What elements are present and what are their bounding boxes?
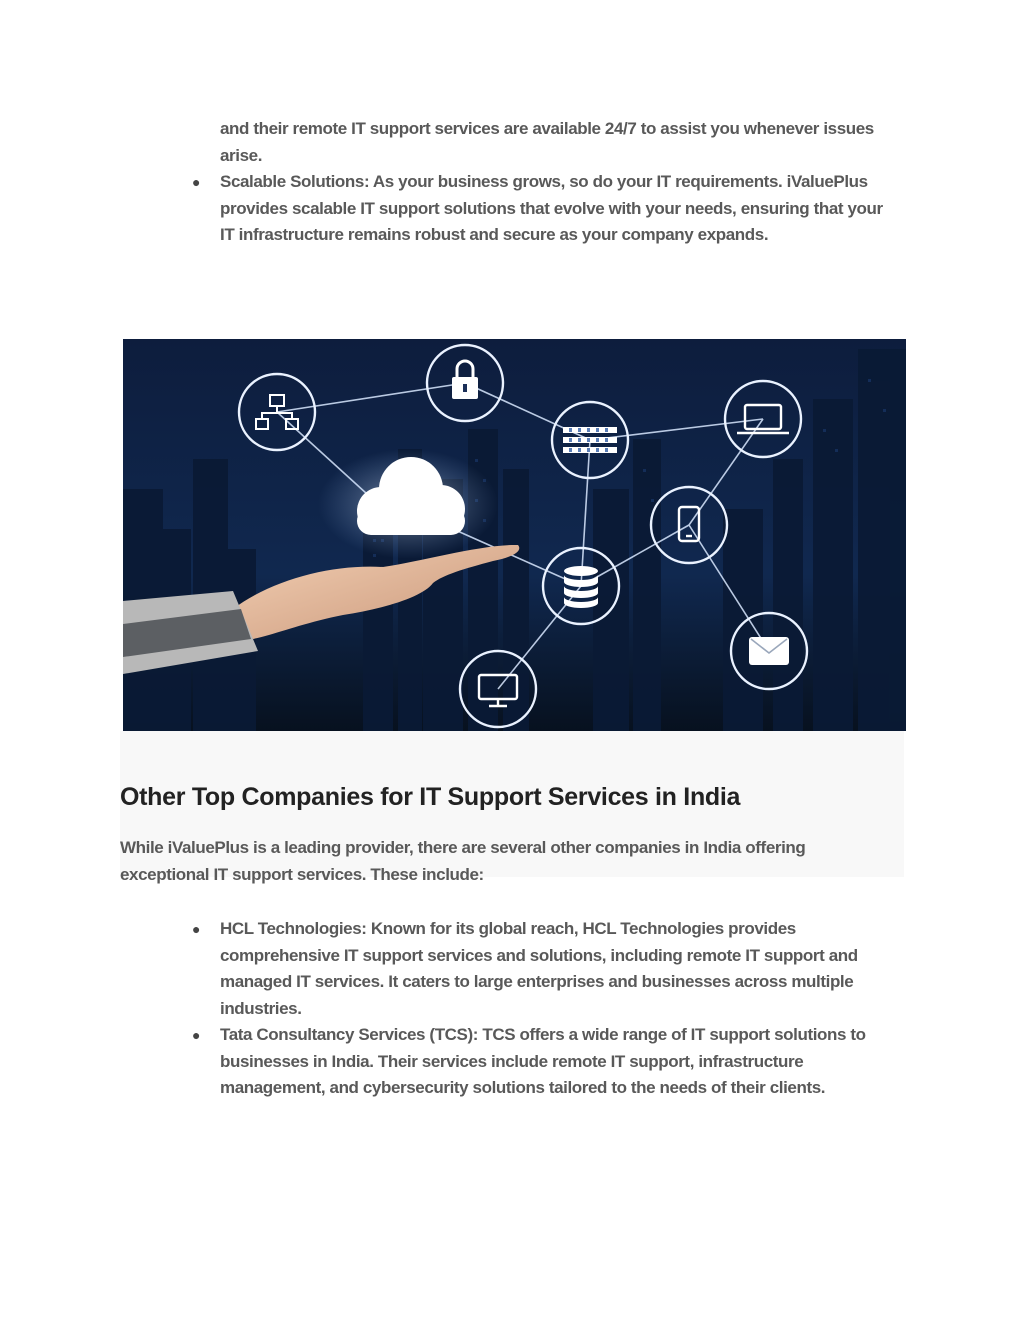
list-item (192, 916, 900, 1022)
top-bullet-list (192, 169, 900, 249)
bullet-icon: ● (192, 1027, 201, 1043)
list-item-text: Tata Consultancy Services (TCS): TCS offers a wide range of IT support solutions to businesses in India. Their services include remote IT support, infrastructure management, and cybersecurity solutions tailored to the needs of their clients. (220, 1025, 866, 1097)
continued-paragraph: and their remote IT support services are available 24/7 to assist you whenever issues arise. (220, 119, 874, 165)
list-item-text: Scalable Solutions: As your business grows, so do your IT requirements. iValuePlus provides scalable IT support solutions that evolve with your needs, ensuring that your IT infrastructure remains robust and secure as your company expands. (220, 172, 883, 244)
bullet-icon: ● (192, 921, 201, 937)
section-title: Other Top Companies for IT Support Services in India (120, 783, 741, 811)
bullet-icon: ● (192, 174, 201, 190)
list-item (192, 1022, 900, 1102)
section-intro: While iValuePlus is a leading provider, there are several other companies in India offering exceptional IT support services. These include: (120, 838, 806, 884)
server-icon (563, 427, 617, 453)
cloud-network-illustration (123, 339, 906, 731)
envelope-icon (749, 637, 789, 665)
list-item (192, 169, 900, 249)
list-item-text: HCL Technologies: Known for its global reach, HCL Technologies provides comprehensive IT support services and solutions, including remote IT support and managed IT services. It caters to large enterprises and businesses across multiple industries. (220, 919, 858, 1018)
company-bullet-list (192, 916, 900, 1102)
